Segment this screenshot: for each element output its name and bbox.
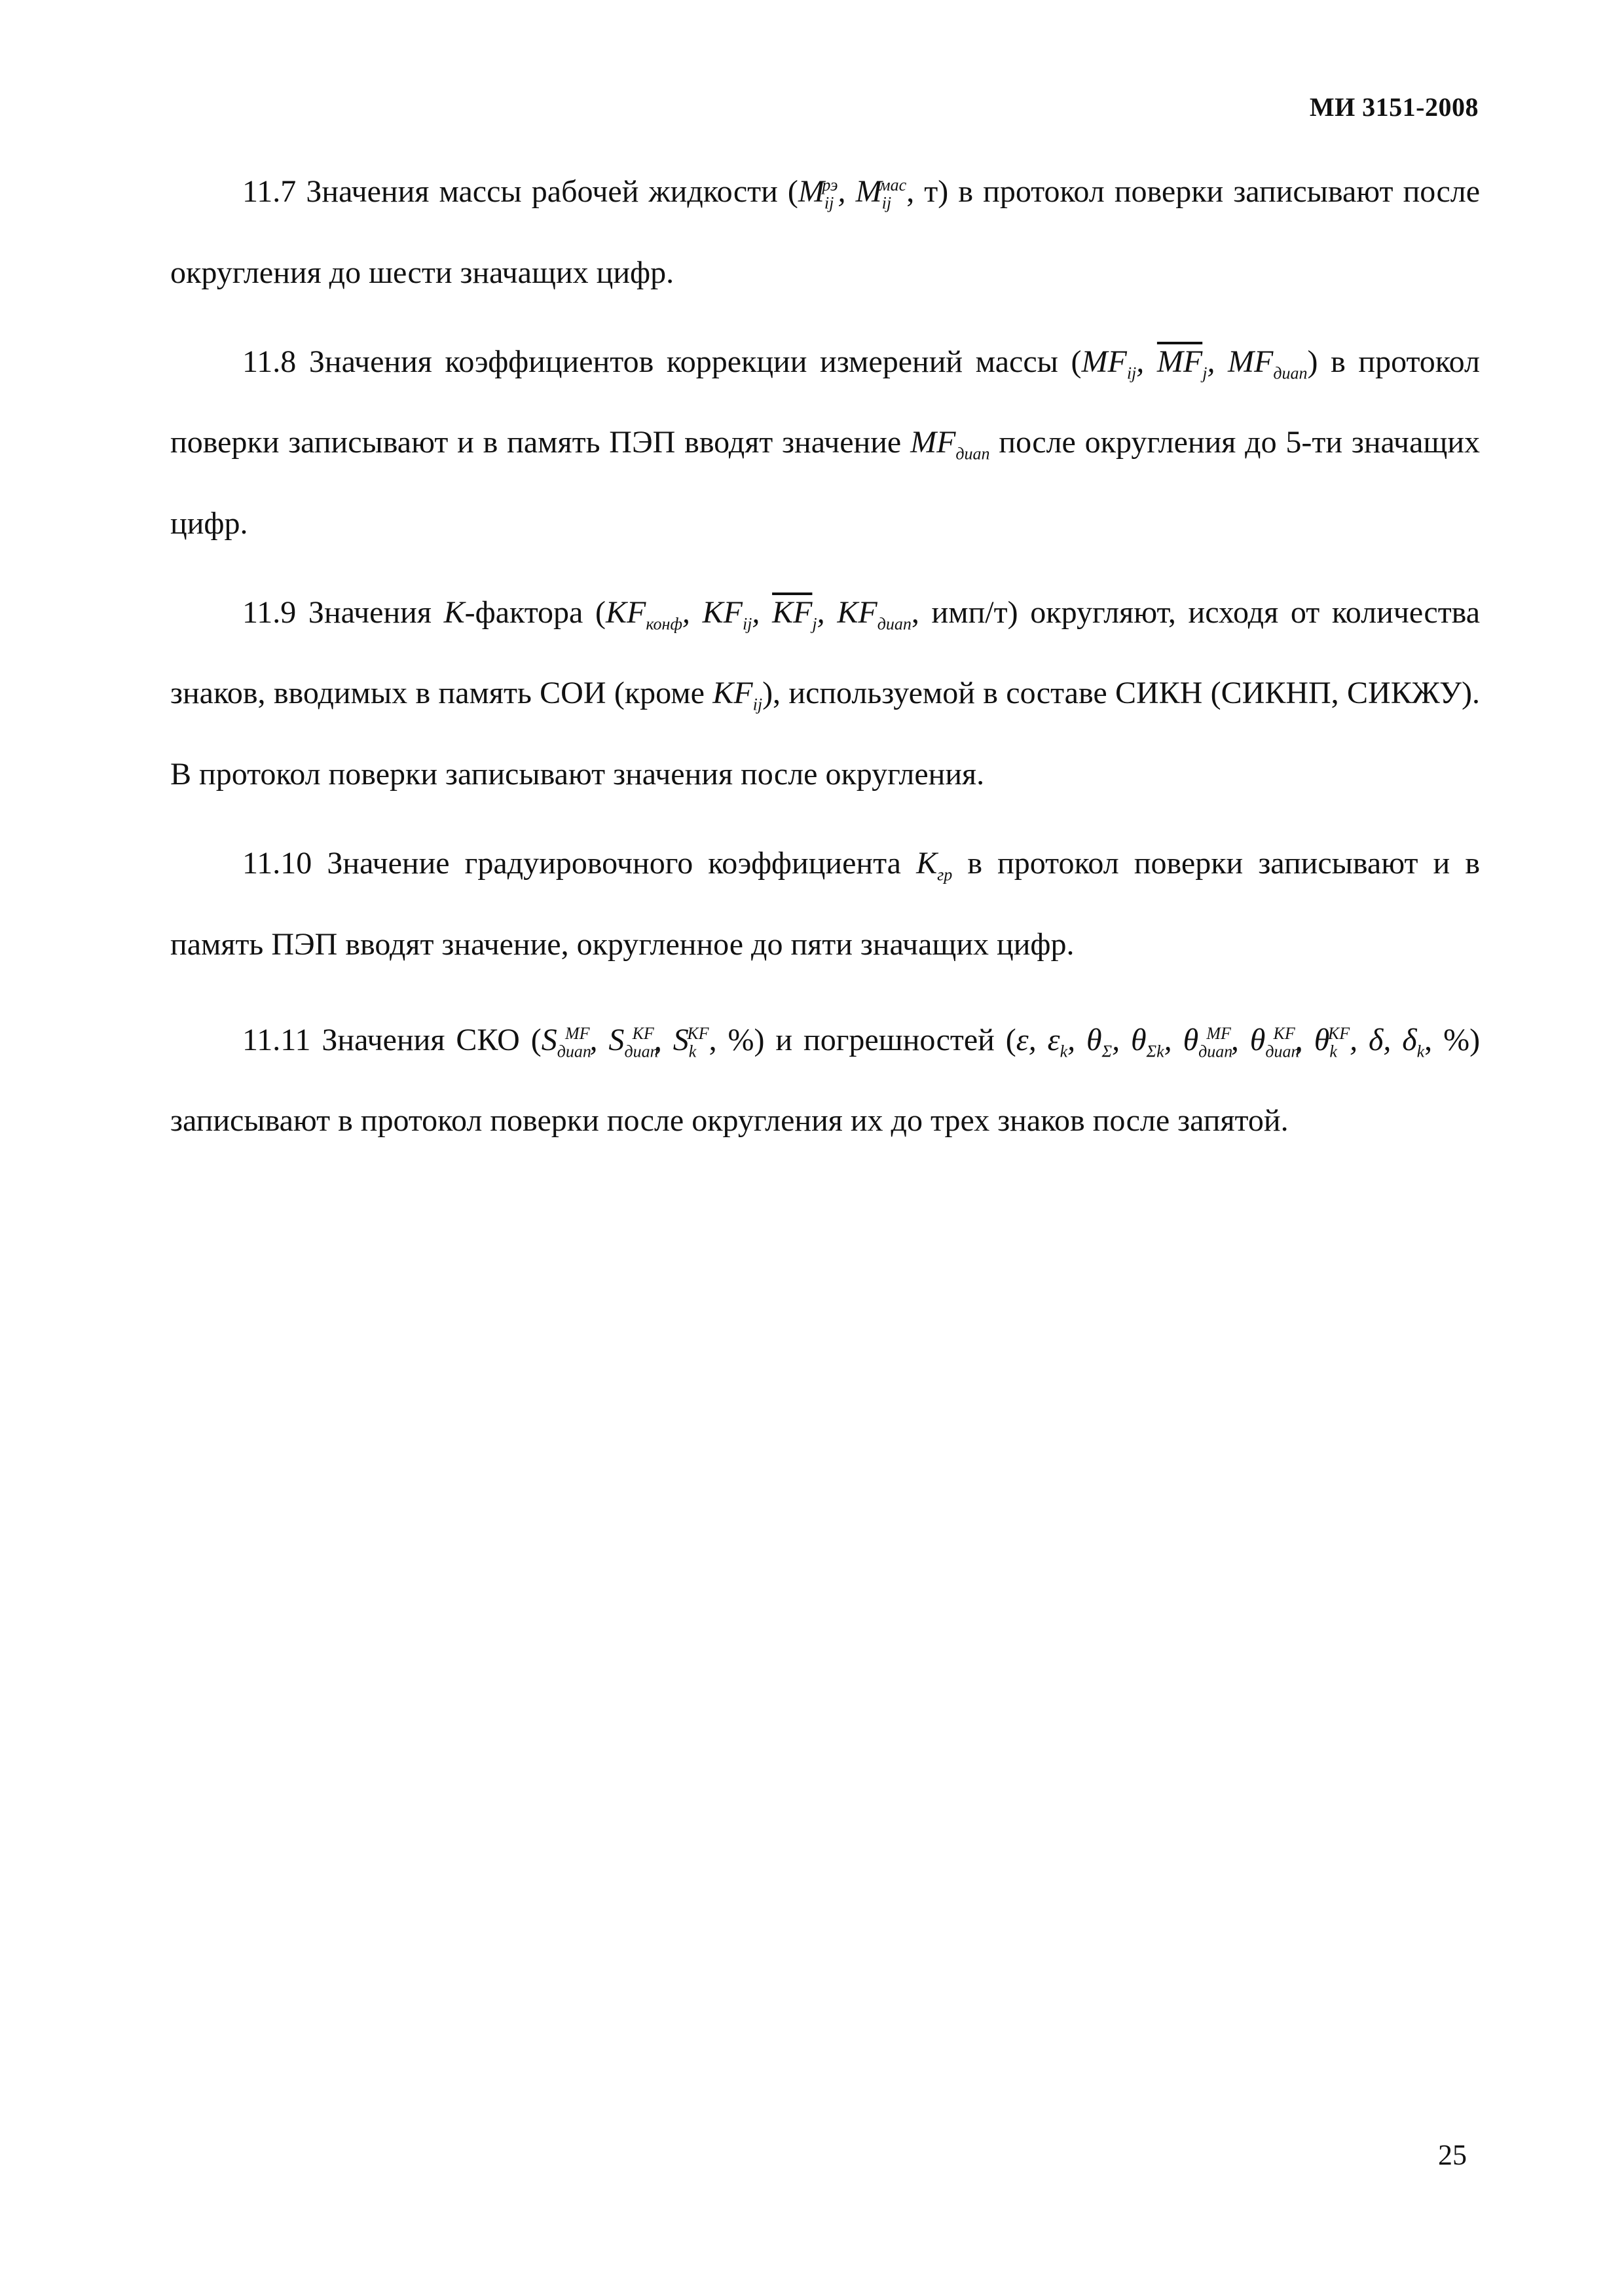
paragraph-text: в протокол поверки записывают и в память ПЭП вводят значение, округленное до пяти значащих цифр. [170, 845, 1481, 962]
formula-mf-diap: $MF_{диап}$ [910, 425, 990, 464]
formula-k-gr: $K_{гр}$ [916, 845, 953, 884]
paragraph-text: , %) и погрешностей ( [709, 1022, 1016, 1057]
formula-kf-ij: $KF_{ij}$ [712, 676, 763, 714]
paragraph-11-11 [170, 999, 1480, 1156]
formula-mf: $MF_{ij}$, $\overline{MF}_j$, $MF_{диап}$ [1081, 344, 1308, 383]
paragraph-text: -фактора ( [464, 594, 606, 630]
paragraph-text: , %) записывают в протокол поверки после округления их до трех знаков после запятой. [170, 1022, 1481, 1139]
formula-mass: $M_{ij}^{рэ}$, $M_{ij}^{мас}$ [798, 174, 907, 213]
paragraph-text: 11.10 Значение градуировочного коэффициента [242, 845, 917, 881]
paragraph-text: после округления до 5-ти значащих цифр. [170, 425, 1481, 541]
paragraph-text: ), используемой в составе СИКН (СИКНП, СИКЖУ). В протокол поверки записывают значения после округления. [170, 676, 1481, 792]
paragraph-text: ) в протокол поверки записывают и в память ПЭП вводят значение [170, 344, 1480, 460]
paragraph-text: 11.8 Значения коэффициентов коррекции измерений массы ( [242, 344, 1082, 379]
paragraph-11-7 [170, 151, 1480, 308]
paragraph-11-8 [170, 327, 1480, 558]
formula-errors: ε, $\varepsilon_k$, $\theta_\Sigma$, $\theta_{\Sigma k}$, $\theta_{диап}^{MF}$, $\theta_{диап}^{KF}$, $\theta_k^{KF}$, δ, $\delta_k$ [1016, 1022, 1425, 1061]
page-number: 25 [1438, 2139, 1467, 2171]
paragraph-text: 11.7 Значения массы рабочей жидкости ( [242, 174, 798, 209]
paragraph-11-9 [170, 578, 1480, 809]
formula-kf: $KF_{конф}$, $KF_{ij}$, $\overline{KF}_j$, $KF_{диап}$ [606, 594, 912, 634]
formula-k: K [443, 594, 465, 630]
paragraph-text: 11.9 Значения [242, 594, 444, 630]
paragraph-text: 11.11 Значения СКО ( [242, 1022, 542, 1057]
paragraph-text: , т) в протокол поверки записывают после округления до шести значащих цифр. [170, 174, 1481, 290]
document-code: МИ 3151-2008 [1309, 92, 1479, 122]
paragraph-11-10 [170, 829, 1480, 979]
formula-sko: $S_{диап}^{MF}$, $S_{диап}^{KF}$, $S_k^{KF}$ [541, 1022, 709, 1061]
paragraph-text: , имп/т) округляют, исходя от количества знаков, вводимых в память СОИ (кроме [170, 594, 1481, 711]
document-body [170, 151, 1480, 1156]
